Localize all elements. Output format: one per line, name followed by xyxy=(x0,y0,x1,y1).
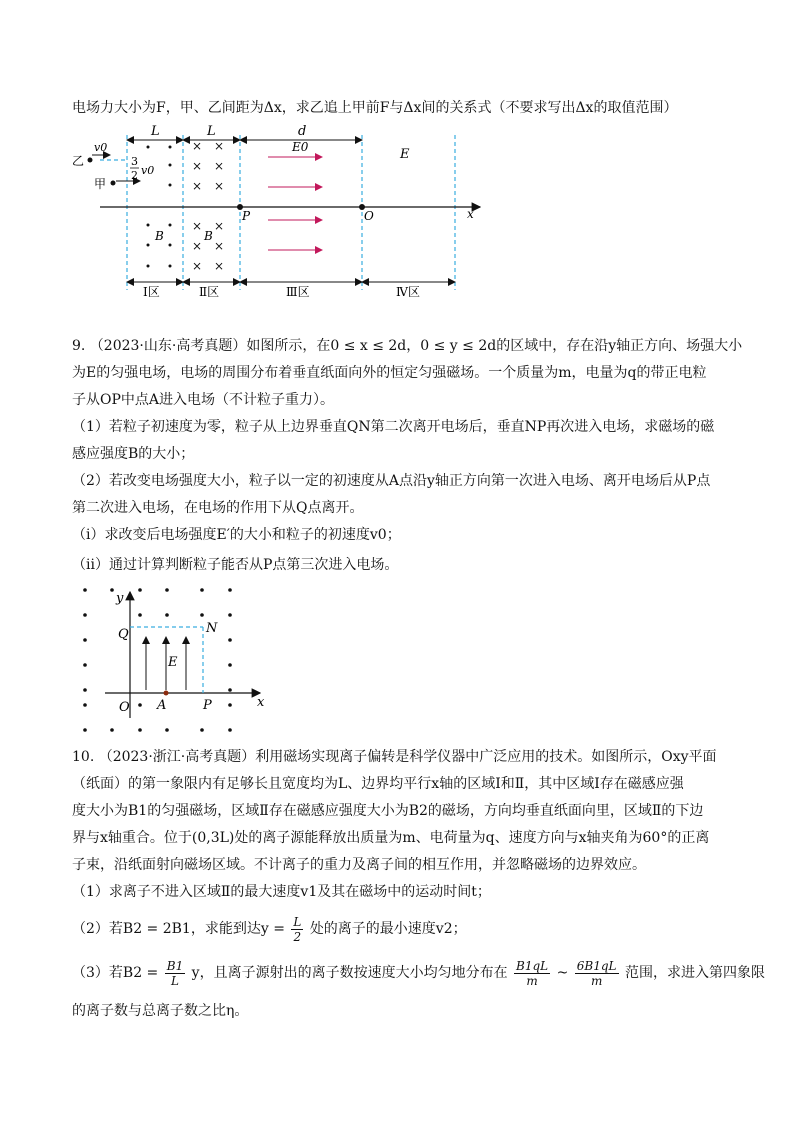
label-B2: B xyxy=(204,229,213,243)
q10-line-6: （1）求离子不进入区域Ⅱ的最大速度v1及其在磁场中的运动时间t； xyxy=(72,884,491,900)
region-label-1: Ⅰ区 xyxy=(143,285,160,299)
label-jia: 甲 xyxy=(94,177,107,191)
region-label-4: Ⅳ区 xyxy=(396,285,420,299)
svg-text:×: × xyxy=(214,179,225,193)
q10-line-7: （2）若B2 = 2B1，求能到达y = $\frac{L}{2}$ 处的离子的最小速度v2； xyxy=(72,914,467,944)
label-x: x xyxy=(467,207,474,221)
particle-jia xyxy=(111,181,116,186)
label-E0: E0 xyxy=(292,140,309,154)
q9-line-2: 为E的匀强电场，电场的周围分布着垂直纸面向外的恒定匀强磁场。一个质量为m，电量为q的带正电粒 xyxy=(72,365,707,381)
q10-line-8: （3）若B2 = $\frac{B1}{L}$ y，且离子源射出的离子数按速度大小均匀地分布在 $\frac{B1qL}{m}$ ~ $\frac{6B1qL}{m}$ 范围，求进入第四象限 xyxy=(72,958,765,988)
q10-line-3: 度大小为B1的匀强磁场，区域Ⅱ存在磁感应强度大小为B2的磁场，方向均垂直纸面向里，区域Ⅱ的下边 xyxy=(72,803,704,819)
svg-text:×: × xyxy=(214,139,225,153)
svg-text:×: × xyxy=(192,259,203,273)
region-label-3: Ⅲ区 xyxy=(286,285,310,299)
q9-line-3: 子从OP中点A进入电场（不计粒子重力）。 xyxy=(72,392,335,408)
label-A: A xyxy=(157,698,167,713)
label-Q: Q xyxy=(118,627,129,642)
field-arrows-E xyxy=(146,637,186,690)
label-P2: P xyxy=(203,698,212,713)
q10-line-4: 界与x轴重合。位于(0,3L)处的离子源能释放出质量为m、电荷量为q、速度方向与x轴夹角为60°的正离 xyxy=(72,830,710,846)
q9-line-8: （i）求改变后电场强度E′的大小和粒子的初速度v0； xyxy=(72,527,401,543)
svg-text:×: × xyxy=(214,159,225,173)
svg-text:×: × xyxy=(192,179,203,193)
label-E: E xyxy=(400,147,410,162)
field-crosses-region2 xyxy=(192,139,224,273)
label-d: d xyxy=(298,124,307,139)
label-O: O xyxy=(364,209,374,223)
svg-text:×: × xyxy=(192,139,203,153)
label-N: N xyxy=(206,621,218,636)
q10-line-5: 子束，沿纸面射向磁场区域。不计离子的重力及离子间的相互作用，并忽略磁场的边界效应。 xyxy=(72,857,646,873)
label-P: P xyxy=(242,209,251,223)
frac-L-over-2: $\frac{L}{2}$ xyxy=(293,914,302,944)
q9-line-4: （1）若粒子初速度为零，粒子从上边界垂直QN第二次离开电场后，垂直NP再次进入电场，求磁场的磁 xyxy=(72,419,715,435)
q10-line-9: 的离子数与总离子数之比η。 xyxy=(72,1003,249,1019)
field-arrows-E0 xyxy=(268,157,322,250)
figure-regions xyxy=(0,118,800,318)
label-B1: B xyxy=(155,229,164,243)
q9-line-1: 9. （2023·山东·高考真题）如图所示，在0 ≤ x ≤ 2d，0 ≤ y ≤ 2d的区域中，存在沿y轴正方向、场强大小 xyxy=(72,338,743,354)
frac-6B1qL-over-m: $\frac{6B1qL}{m}$ xyxy=(576,958,617,988)
svg-text:×: × xyxy=(192,239,203,253)
frac-B1-over-L: $\frac{B1}{L}$ xyxy=(166,958,184,988)
frac-B1qL-over-m: $\frac{B1qL}{m}$ xyxy=(516,958,549,988)
label-y: y xyxy=(116,591,124,606)
q9-line-9: （ii）通过计算判断粒子能否从P点第三次进入电场。 xyxy=(72,557,399,573)
svg-text:×: × xyxy=(192,159,203,173)
label-O2: O xyxy=(119,700,130,715)
label-L1: L xyxy=(151,124,160,139)
frac-num: 3 xyxy=(131,155,138,168)
intro-line: 电场力大小为F，甲、乙间距为Δx，求乙追上甲前F与Δx间的关系式（不要求写出Δx的取值范围） xyxy=(72,100,678,116)
svg-text:×: × xyxy=(214,259,225,273)
label-E-fig2: E xyxy=(168,655,178,670)
label-v0: v0 xyxy=(94,141,108,154)
frac-den: 2 xyxy=(131,169,138,182)
label-x2: x xyxy=(257,695,265,710)
svg-text:×: × xyxy=(214,239,225,253)
q9-line-6: （2）若改变电场强度大小，粒子以一定的初速度从A点沿y轴正方向第一次进入电场、离开电场后从P点 xyxy=(72,473,711,489)
svg-text:×: × xyxy=(192,219,203,233)
figure-electric-field xyxy=(0,578,800,738)
particle-yi xyxy=(88,158,93,163)
frac-v: v0 xyxy=(141,164,155,177)
label-L2: L xyxy=(207,124,216,139)
point-A xyxy=(164,691,169,696)
q10-line-2: （纸面）的第一象限内有足够长且宽度均为L、边界均平行x轴的区域Ⅰ和Ⅱ，其中区域Ⅰ存在磁感应强 xyxy=(72,776,684,792)
q9-line-5: 感应强度B的大小； xyxy=(72,446,195,462)
svg-text:×: × xyxy=(214,219,225,233)
region-label-2: Ⅱ区 xyxy=(199,285,220,299)
label-yi: 乙 xyxy=(72,154,85,168)
q9-line-7: 第二次进入电场，在电场的作用下从Q点离开。 xyxy=(72,500,364,516)
q10-line-1: 10. （2023·浙江·高考真题）利用磁场实现离子偏转是科学仪器中广泛应用的技术。如图所示，Oxy平面 xyxy=(72,749,717,765)
